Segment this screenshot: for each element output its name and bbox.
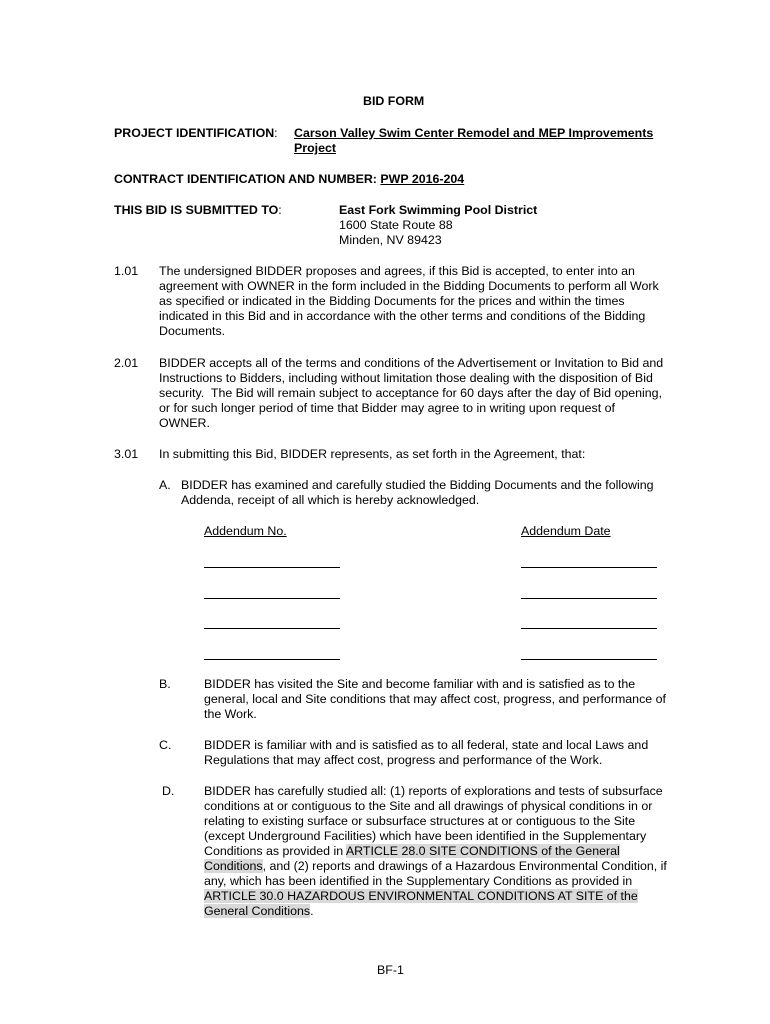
item-b-line: BIDDER has visited the Site and become familiar with and is satisfied as to the bbox=[204, 677, 636, 691]
section-1-01-line: indicated in this Bid and in accordance with the other terms and conditions of the Bidding bbox=[159, 309, 646, 323]
item-c-line: BIDDER is familiar with and is satisfied as to all federal, state and local Laws and bbox=[204, 738, 649, 752]
item-b-letter: B. bbox=[159, 677, 171, 691]
section-1-01-number: 1.01 bbox=[114, 264, 139, 278]
submitted-to-colon: : bbox=[278, 203, 282, 217]
article-30-reference: ARTICLE 30.0 HAZARDOUS ENVIRONMENTAL CONDITIONS AT SITE of the bbox=[204, 889, 638, 903]
page-number: BF-1 bbox=[377, 963, 404, 977]
section-2-01-line: BIDDER accepts all of the terms and conditions of the Advertisement or Invitation to Bid and bbox=[159, 356, 664, 370]
item-b-line: general, local and Site conditions that may affect cost, progress, and performance of bbox=[204, 692, 666, 706]
item-d-line: conditions at or contiguous to the Site and all drawings of physical conditions in or bbox=[204, 799, 653, 813]
district-name: East Fork Swimming Pool District bbox=[339, 203, 538, 217]
item-d-letter: D. bbox=[162, 784, 175, 798]
section-2-01-number: 2.01 bbox=[114, 356, 139, 370]
item-d-line bbox=[204, 844, 620, 859]
project-label-colon: : bbox=[274, 126, 278, 140]
section-1-01-line: as specified or indicated in the Bidding Documents for the prices and within the times bbox=[159, 294, 625, 308]
section-1-01-line: Documents. bbox=[159, 324, 226, 338]
contract-label: CONTRACT IDENTIFICATION AND NUMBER: bbox=[114, 172, 381, 186]
section-1-01-line: The undersigned BIDDER proposes and agrees, if this Bid is accepted, to enter into an bbox=[159, 264, 635, 278]
project-name-line-1: Carson Valley Swim Center Remodel and MEP Improvements bbox=[294, 126, 654, 140]
section-1-01-line: agreement with OWNER in the form included in the Bidding Documents to perform all Work bbox=[159, 279, 659, 293]
addendum-no-field[interactable] bbox=[204, 628, 340, 629]
section-3-01-number: 3.01 bbox=[114, 447, 139, 461]
project-name-line-2: Project bbox=[294, 141, 337, 155]
district-address-1: 1600 State Route 88 bbox=[339, 218, 453, 232]
item-d-line bbox=[204, 904, 314, 919]
article-28-reference-cont: Conditions bbox=[204, 859, 263, 873]
item-d-text: Conditions as provided in bbox=[204, 844, 346, 858]
item-d-line: BIDDER has carefully studied all: (1) reports of explorations and tests of subsurface bbox=[204, 784, 663, 798]
district-address-2: Minden, NV 89423 bbox=[339, 233, 442, 247]
addendum-date-field[interactable] bbox=[521, 567, 657, 568]
item-d-line: any, which has been identified in the Supplementary Conditions as provided in bbox=[204, 874, 633, 888]
item-d-text: . bbox=[310, 904, 314, 918]
project-label-text: PROJECT IDENTIFICATION bbox=[114, 126, 275, 140]
item-d-line bbox=[204, 859, 667, 874]
submitted-to-text: THIS BID IS SUBMITTED TO bbox=[114, 203, 279, 217]
section-2-01-line: OWNER. bbox=[159, 416, 210, 430]
article-28-reference: ARTICLE 28.0 SITE CONDITIONS of the General bbox=[345, 844, 620, 858]
section-2-01-line: Instructions to Bidders, including without limitation those dealing with the disposition of Bid bbox=[159, 371, 653, 385]
contract-number: PWP 2016-204 bbox=[380, 172, 465, 186]
section-2-01-line: or for such longer period of time that Bidder may agree to in writing upon request of bbox=[159, 401, 615, 415]
item-d-line: relating to existing surface or subsurface structures at or contiguous to the Site bbox=[204, 814, 636, 828]
item-d-line: (except Underground Facilities) which have been identified in the Supplementary bbox=[204, 829, 647, 843]
section-3-01-text: In submitting this Bid, BIDDER represents, as set forth in the Agreement, that: bbox=[159, 447, 586, 461]
contract-identification bbox=[114, 172, 464, 187]
addendum-date-field[interactable] bbox=[521, 628, 657, 629]
addendum-no-field[interactable] bbox=[204, 659, 340, 660]
item-d-text: , and (2) reports and drawings of a Hazardous Environmental Condition, if bbox=[262, 859, 667, 873]
section-2-01-line: security. The Bid will remain subject to acceptance for 60 days after the day of Bid opening, bbox=[159, 386, 663, 400]
item-d-line bbox=[204, 889, 638, 904]
article-30-reference-cont: General Conditions bbox=[204, 904, 311, 918]
addendum-date-header: Addendum Date bbox=[521, 524, 611, 538]
item-b-line: the Work. bbox=[204, 707, 257, 721]
item-a-line-2: Addenda, receipt of all which is hereby acknowledged. bbox=[181, 493, 480, 507]
addendum-date-field[interactable] bbox=[521, 598, 657, 599]
addendum-date-field[interactable] bbox=[521, 659, 657, 660]
submitted-to-label bbox=[114, 203, 282, 218]
project-identification-label bbox=[114, 126, 278, 141]
addendum-no-header: Addendum No. bbox=[204, 524, 287, 538]
page-title: BID FORM bbox=[363, 94, 425, 108]
item-a-line-1: BIDDER has examined and carefully studied the Bidding Documents and the following bbox=[181, 478, 654, 492]
addendum-no-field[interactable] bbox=[204, 567, 340, 568]
item-a-letter: A. bbox=[159, 478, 171, 492]
item-c-line: Regulations that may affect cost, progress and performance of the Work. bbox=[204, 753, 603, 767]
addendum-no-field[interactable] bbox=[204, 598, 340, 599]
item-c-letter: C. bbox=[159, 738, 172, 752]
